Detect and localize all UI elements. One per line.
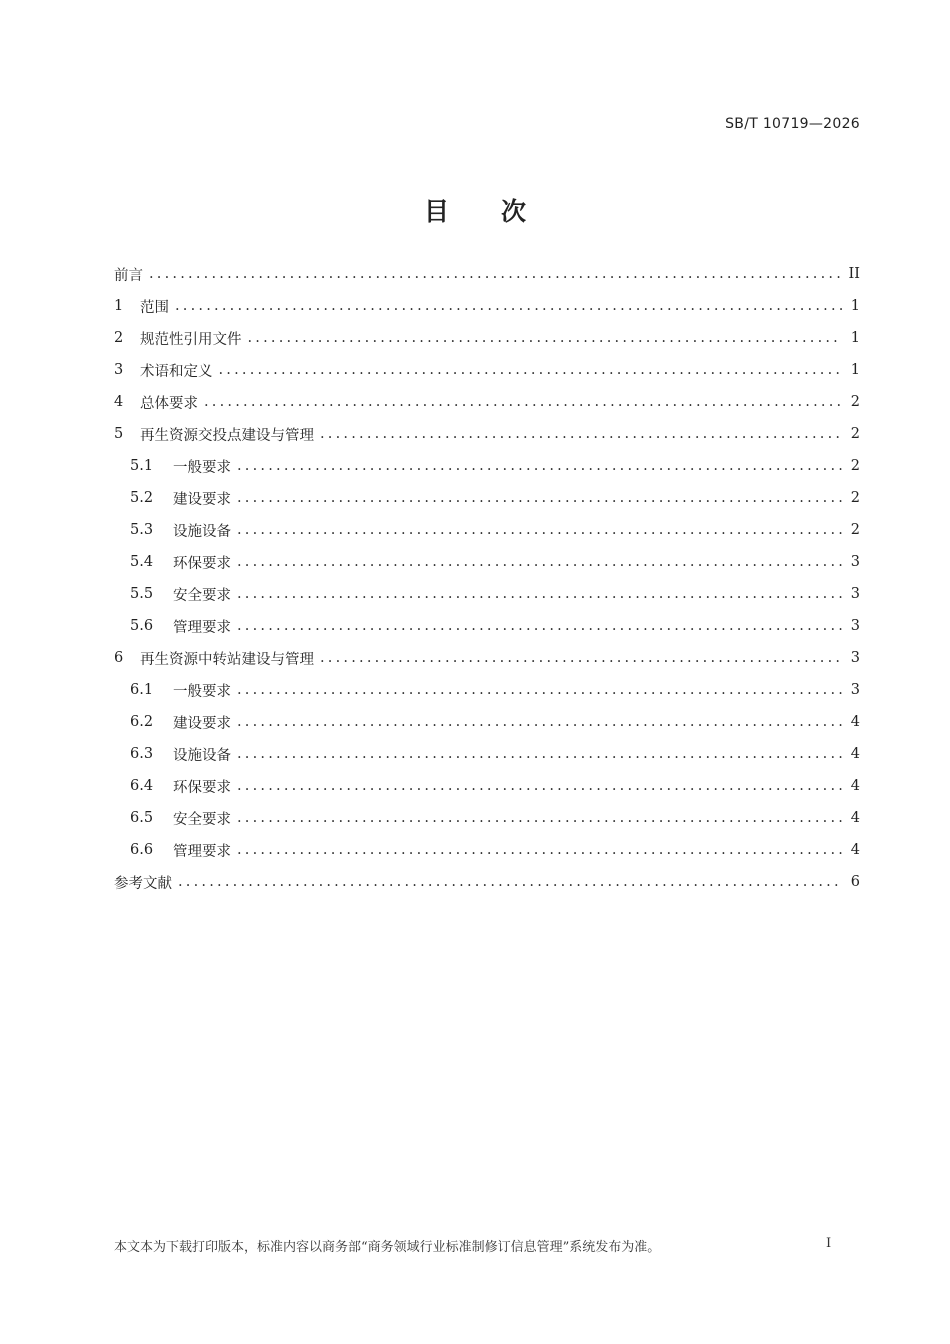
toc-item-6-6[interactable]	[114, 834, 860, 866]
toc-item-number: 5.6	[130, 618, 154, 634]
toc-item-label: 一般要求	[173, 459, 231, 476]
toc-item-label: 总体要求	[140, 395, 198, 412]
toc-item-number: 6.2	[130, 714, 154, 730]
dot-leader	[237, 682, 842, 698]
toc-item-number: 4	[114, 394, 124, 410]
toc-item-5-1[interactable]	[114, 450, 860, 482]
toc-item-page: 2	[850, 426, 860, 442]
toc-item-page: II	[848, 266, 860, 282]
toc-item-number: 5.4	[130, 554, 154, 570]
toc-item-label: 参考文献	[114, 875, 172, 892]
toc-item-5-3[interactable]	[114, 514, 860, 546]
toc-item-number: 5.2	[130, 490, 154, 506]
dot-leader	[320, 426, 842, 442]
dot-leader	[237, 714, 842, 730]
dot-leader	[237, 522, 842, 538]
toc-item-label: 建设要求	[173, 715, 231, 732]
toc-item-page: 4	[850, 746, 860, 762]
dot-leader	[237, 618, 842, 634]
toc-item-label: 再生资源中转站建设与管理	[140, 651, 314, 668]
toc-item-5[interactable]	[114, 418, 860, 450]
toc-item-label: 一般要求	[173, 683, 231, 700]
dot-leader	[237, 458, 842, 474]
toc-item-label: 前言	[114, 267, 143, 284]
toc-item-page: 4	[850, 714, 860, 730]
dot-leader	[248, 330, 843, 346]
dot-leader	[149, 266, 842, 282]
toc-item-4[interactable]	[114, 386, 860, 418]
toc-item-label: 安全要求	[173, 587, 231, 604]
footer-note: 本文本为下载打印版本，标准内容以商务部“商务领域行业标准制修订信息管理”系统发布为准。	[114, 1240, 661, 1255]
toc-item-number: 5.1	[130, 458, 154, 474]
toc-item-page: 4	[850, 842, 860, 858]
title-char-1: 目	[423, 197, 449, 226]
toc-item-page: 1	[850, 362, 860, 378]
toc-item-page: 2	[850, 458, 860, 474]
toc-item-page: 1	[850, 298, 860, 314]
dot-leader	[204, 394, 842, 410]
dot-leader	[237, 746, 842, 762]
toc-item-2[interactable]	[114, 322, 860, 354]
toc-item-label: 管理要求	[173, 619, 231, 636]
toc-item-label: 环保要求	[173, 555, 231, 572]
dot-leader	[237, 586, 842, 602]
toc-item-number: 3	[114, 362, 124, 378]
dot-leader	[237, 778, 842, 794]
toc-item-page: 6	[850, 874, 860, 890]
toc-item-label: 设施设备	[173, 747, 231, 764]
toc-item-6-4[interactable]	[114, 770, 860, 802]
toc-item-page: 3	[850, 586, 860, 602]
toc-item-page: 3	[850, 650, 860, 666]
toc-item-label: 建设要求	[173, 491, 231, 508]
toc-item-page: 1	[850, 330, 860, 346]
toc-item-6-2[interactable]	[114, 706, 860, 738]
toc-item-label: 再生资源交投点建设与管理	[140, 427, 314, 444]
toc-item-number: 5.3	[130, 522, 154, 538]
toc-item-number: 6.3	[130, 746, 154, 762]
toc-item-page: 4	[850, 810, 860, 826]
toc-item-1[interactable]	[114, 290, 860, 322]
toc-item-foreword[interactable]	[114, 258, 860, 290]
toc-item-page: 3	[850, 682, 860, 698]
table-of-contents	[114, 258, 860, 898]
toc-item-5-6[interactable]	[114, 610, 860, 642]
toc-item-3[interactable]	[114, 354, 860, 386]
title-char-2: 次	[501, 197, 527, 226]
toc-item-number: 6	[114, 650, 124, 666]
toc-item-number: 5.5	[130, 586, 154, 602]
toc-item-page: 2	[850, 522, 860, 538]
toc-item-page: 4	[850, 778, 860, 794]
page-number: I	[826, 1236, 832, 1251]
dot-leader	[237, 842, 842, 858]
toc-item-number: 6.4	[130, 778, 154, 794]
toc-item-6-5[interactable]	[114, 802, 860, 834]
dot-leader	[237, 810, 842, 826]
toc-item-5-2[interactable]	[114, 482, 860, 514]
toc-item-page: 2	[850, 490, 860, 506]
dot-leader	[178, 874, 842, 890]
dot-leader	[237, 554, 842, 570]
toc-item-number: 6.5	[130, 810, 154, 826]
standard-code: SB/T 10719—2026	[725, 116, 860, 132]
toc-item-number: 1	[114, 298, 124, 314]
toc-item-label: 术语和定义	[140, 363, 213, 380]
toc-item-page: 3	[850, 618, 860, 634]
toc-item-label: 范围	[140, 299, 169, 316]
toc-item-6[interactable]	[114, 642, 860, 674]
toc-item-label: 管理要求	[173, 843, 231, 860]
toc-item-label: 设施设备	[173, 523, 231, 540]
toc-item-5-4[interactable]	[114, 546, 860, 578]
dot-leader	[320, 650, 842, 666]
toc-item-5-5[interactable]	[114, 578, 860, 610]
dot-leader	[175, 298, 842, 314]
toc-item-label: 规范性引用文件	[140, 331, 242, 348]
toc-item-number: 6.6	[130, 842, 154, 858]
toc-item-label: 环保要求	[173, 779, 231, 796]
toc-item-page: 2	[850, 394, 860, 410]
page-title	[0, 192, 950, 228]
toc-item-page: 3	[850, 554, 860, 570]
toc-item-number: 2	[114, 330, 124, 346]
dot-leader	[219, 362, 843, 378]
toc-item-number: 6.1	[130, 682, 154, 698]
toc-item-6-1[interactable]	[114, 674, 860, 706]
toc-item-bibliography[interactable]	[114, 866, 860, 898]
toc-item-6-3[interactable]	[114, 738, 860, 770]
toc-item-number: 5	[114, 426, 124, 442]
dot-leader	[237, 490, 842, 506]
toc-item-label: 安全要求	[173, 811, 231, 828]
